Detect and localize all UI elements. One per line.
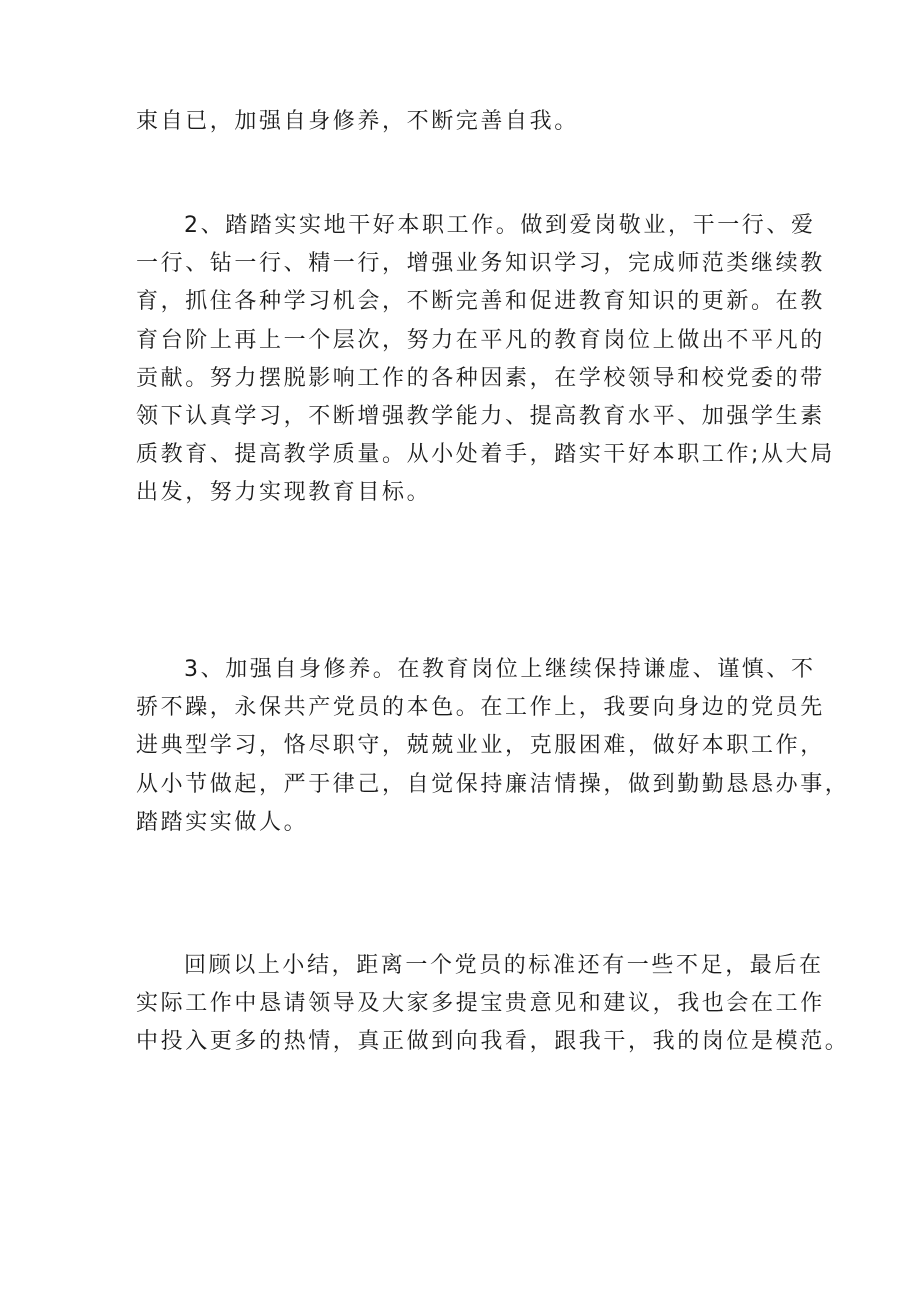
text-line: 踏踏实实做人。	[136, 809, 309, 835]
text-line: 领下认真学习，不断增强教学能力、提高教育水平、加强学生素	[136, 404, 825, 430]
text-line: 质教育、提高教学质量。从小处着手，踏实干好本职工作;从大局	[136, 442, 835, 468]
text-line: 3、加强自身修养。在教育岗位上继续保持谦虚、谨慎、不	[184, 657, 816, 682]
text-line: 束自已，加强自身修养，不断完善自我。	[136, 109, 579, 134]
text-line: 骄不躁，永保共产党员的本色。在工作上，我要向身边的党员先	[136, 695, 825, 721]
text-line: 2、踏踏实实地干好本职工作。做到爱岗敬业，干一行、爱	[184, 213, 816, 238]
text-line: 贡献。努力摆脱影响工作的各种因素，在学校领导和校党委的带	[136, 365, 825, 391]
paragraph-item-3	[136, 651, 850, 842]
text-line: 出发，努力实现教育目标。	[136, 480, 432, 506]
text-line: 育台阶上再上一个层次，努力在平凡的教育岗位上做出不平凡的	[136, 327, 825, 353]
paragraph-continuation	[136, 103, 796, 141]
text-line: 回顾以上小结，距离一个党员的标准还有一些不足，最后在	[184, 953, 824, 978]
paragraph-item-2	[136, 207, 835, 513]
paragraph-summary	[136, 947, 850, 1062]
text-line: 中投入更多的热情，真正做到向我看，跟我干，我的岗位是模范。	[136, 1029, 850, 1055]
text-line: 育，抓住各种学习机会，不断完善和促进教育知识的更新。在教	[136, 289, 825, 315]
text-line: 实际工作中恳请领导及大家多提宝贵意见和建议，我也会在工作	[136, 991, 825, 1017]
text-line: 进典型学习，恪尽职守，兢兢业业，克服困难，做好本职工作，	[136, 733, 825, 759]
text-line: 一行、钻一行、精一行，增强业务知识学习，完成师范类继续教	[136, 251, 825, 277]
text-line: 从小节做起，严于律己，自觉保持廉洁情操，做到勤勤恳恳办事，	[136, 771, 850, 797]
